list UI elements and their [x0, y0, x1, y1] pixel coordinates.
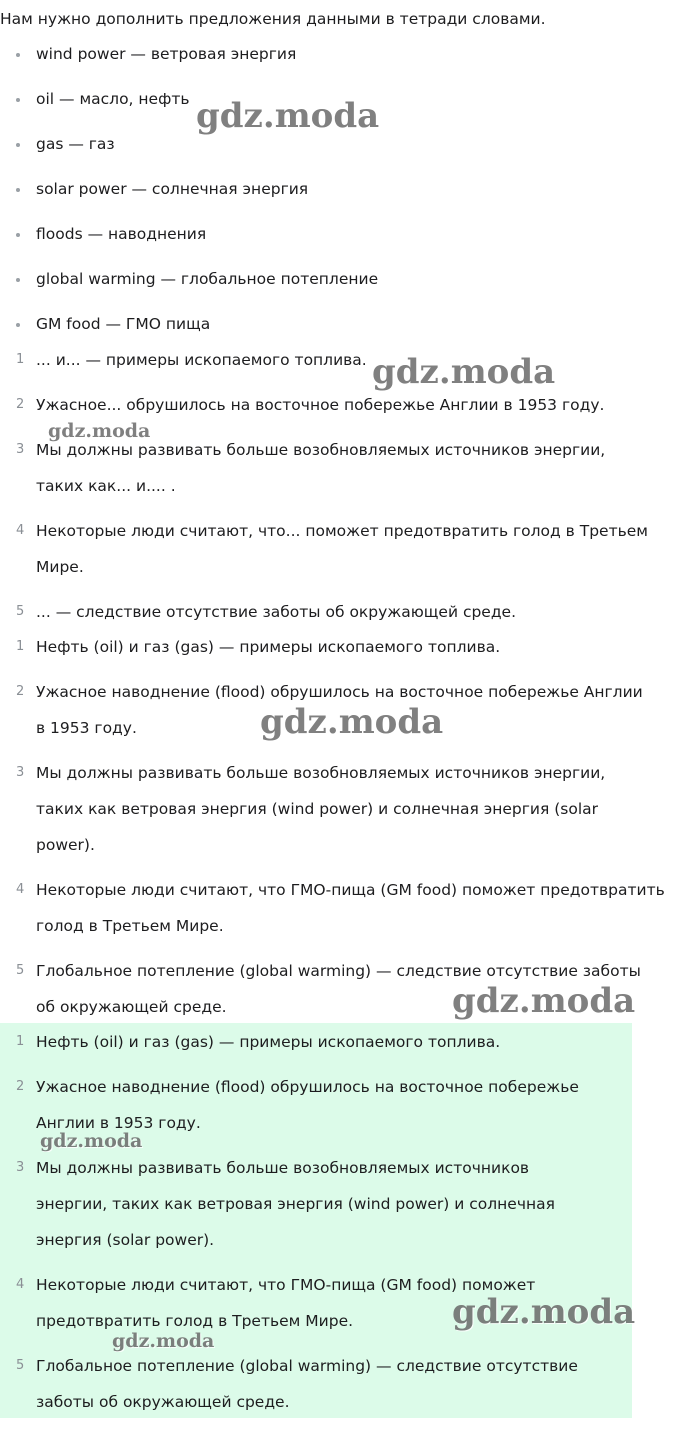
item-number: 1 — [16, 352, 25, 367]
item-text — [36, 432, 605, 504]
text-line: об окружающей среде. — [36, 998, 227, 1016]
bullet-icon — [16, 143, 20, 147]
item-text — [36, 1267, 535, 1339]
text-line: Мы должны развивать больше возобновляемых источников энергии, — [36, 441, 606, 459]
item-text — [36, 953, 641, 1025]
text-line: Глобальное потепление (global warming) — следствие отсутствие заботы — [36, 962, 641, 980]
item-number: 1 — [16, 639, 25, 654]
text-line: Англии в 1953 году. — [36, 1114, 201, 1132]
watermark-logo: gdz.moda — [112, 1330, 215, 1352]
text-line: Некоторые люди считают, что ГМО-пища (GM food) поможет — [36, 1276, 536, 1294]
item-text — [36, 1150, 555, 1258]
text-line: энергия (solar power). — [36, 1231, 215, 1249]
intro-text: Нам нужно дополнить предложения данными в тетради словами. — [0, 10, 546, 28]
text-line: Мы должны развивать больше возобновляемых источников — [36, 1159, 530, 1177]
vocabulary-item: oil — масло, нефть — [36, 90, 190, 108]
item-text — [36, 513, 648, 585]
item-text — [36, 1024, 500, 1060]
text-line: Ужасное наводнение (flood) обрушилось на восточное побережье — [36, 1078, 579, 1096]
bullet-icon — [16, 188, 20, 192]
bullet-icon — [16, 233, 20, 237]
item-number: 2 — [16, 397, 25, 412]
text-line: Мире. — [36, 558, 84, 576]
item-number: 4 — [16, 882, 25, 897]
watermark-logo: gdz.moda — [452, 1292, 636, 1332]
vocabulary-item: floods — наводнения — [36, 225, 207, 243]
watermark-logo: gdz.moda — [372, 352, 556, 392]
item-text — [36, 1348, 578, 1420]
text-line: ... и... — примеры ископаемого топлива. — [36, 351, 367, 369]
item-number: 2 — [16, 1079, 25, 1094]
vocabulary-item: wind power — ветровая энергия — [36, 45, 297, 63]
item-number: 3 — [16, 442, 25, 457]
item-text — [36, 872, 665, 944]
item-text — [36, 674, 643, 746]
item-number: 3 — [16, 1160, 25, 1175]
watermark-logo: gdz.moda — [48, 420, 151, 442]
item-text — [36, 755, 605, 863]
watermark-logo: gdz.moda — [452, 981, 636, 1021]
vocabulary-item: global warming — глобальное потепление — [36, 270, 379, 288]
text-line: Некоторые люди считают, что... поможет предотвратить голод в Третьем — [36, 522, 648, 540]
watermark-logo: gdz.moda — [40, 1130, 143, 1152]
watermark-logo: gdz.moda — [260, 702, 444, 742]
vocabulary-item: solar power — солнечная энергия — [36, 180, 309, 198]
item-number: 4 — [16, 523, 25, 538]
text-line: Мы должны развивать больше возобновляемых источников энергии, — [36, 764, 606, 782]
item-number: 2 — [16, 684, 25, 699]
text-line: Нефть (oil) и газ (gas) — примеры ископаемого топлива. — [36, 1033, 501, 1051]
bullet-icon — [16, 323, 20, 327]
text-line: ... — следствие отсутствие заботы об окружающей среде. — [36, 603, 517, 621]
text-line: power). — [36, 836, 95, 854]
item-number: 3 — [16, 765, 25, 780]
text-line: предотвратить голод в Третьем Мире. — [36, 1312, 354, 1330]
watermark-logo: gdz.moda — [196, 96, 380, 136]
item-text — [36, 342, 367, 378]
text-line: Ужасное... обрушилось на восточное побережье Англии в 1953 году. — [36, 396, 605, 414]
item-number: 5 — [16, 1358, 25, 1373]
text-line: Ужасное наводнение (flood) обрушилось на восточное побережье Англии — [36, 683, 643, 701]
text-line: энергии, таких как ветровая энергия (wind power) и солнечная — [36, 1195, 555, 1213]
item-number: 5 — [16, 963, 25, 978]
text-line: в 1953 году. — [36, 719, 137, 737]
item-number: 4 — [16, 1277, 25, 1292]
text-line: голод в Третьем Мире. — [36, 917, 224, 935]
text-line: Нефть (oil) и газ (gas) — примеры ископаемого топлива. — [36, 638, 501, 656]
item-text — [36, 629, 500, 665]
item-text — [36, 1069, 579, 1141]
bullet-icon — [16, 98, 20, 102]
vocabulary-item: GM food — ГМО пища — [36, 315, 211, 333]
text-line: заботы об окружающей среде. — [36, 1393, 290, 1411]
vocabulary-item: gas — газ — [36, 135, 115, 153]
text-line: таких как ветровая энергия (wind power) и солнечная энергия (solar — [36, 800, 598, 818]
item-number: 1 — [16, 1034, 25, 1049]
item-number: 5 — [16, 604, 25, 619]
bullet-icon — [16, 278, 20, 282]
item-text — [36, 594, 516, 630]
text-line: Некоторые люди считают, что ГМО-пища (GM food) поможет предотвратить — [36, 881, 665, 899]
bullet-icon — [16, 53, 20, 57]
text-line: Глобальное потепление (global warming) — следствие отсутствие — [36, 1357, 578, 1375]
item-text — [36, 387, 604, 423]
text-line: таких как... и.... . — [36, 477, 176, 495]
